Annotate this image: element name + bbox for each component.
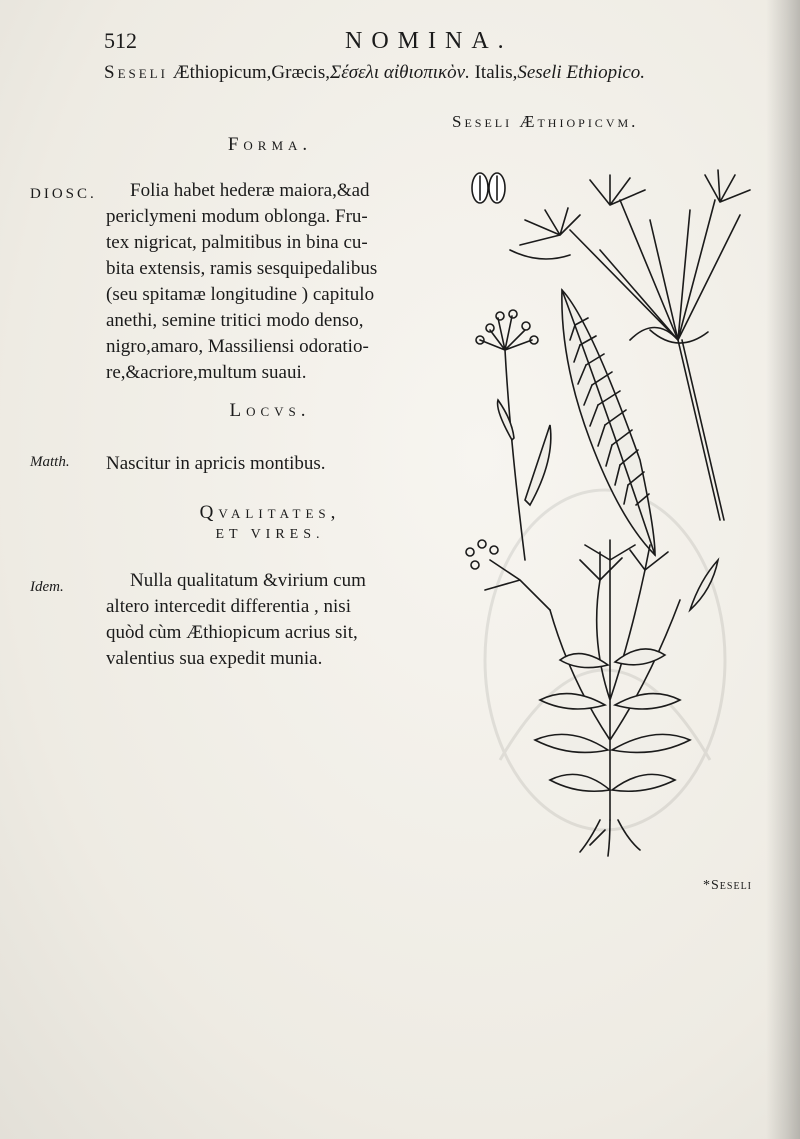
catchword: *Seseli: [703, 878, 753, 893]
name-greek: Σέσελι αἰθιοπικὸν.: [329, 62, 470, 83]
paragraph-forma: [106, 178, 377, 386]
text-line: altero intercedit differentia , nisi: [106, 596, 351, 617]
margin-note-matth: Matth.: [30, 454, 70, 470]
text-line: re,&acriore,multum suaui.: [106, 362, 307, 383]
text-line: (seu spitamæ longitudine ) capitulo: [106, 284, 375, 305]
text-line: valentius sua expedit munia.: [106, 648, 323, 669]
subheading-vires: ET VIRES.: [215, 527, 325, 542]
text-line: Folia habet hederæ maiora,&ad: [130, 180, 370, 201]
text-line: periclymeni modum oblonga. Fru-: [106, 206, 368, 227]
bush-plant-icon: [466, 540, 718, 856]
margin-note-idem: Idem.: [30, 579, 64, 595]
name-italis-label: Italis,: [469, 62, 518, 83]
page-gutter-shadow: [766, 0, 800, 1139]
running-head: NOMINA.: [345, 28, 513, 54]
text-line: Nulla qualitatum &virium cum: [130, 570, 366, 591]
name-italian: Seseli Ethiopico.: [517, 62, 646, 83]
paragraph-qualitates: [106, 568, 366, 672]
name-latin: Æthiopicum,Græcis,: [167, 62, 330, 83]
text-line: tex nigricat, palmitibus in bina cu-: [106, 232, 368, 253]
heading-forma: Forma.: [227, 134, 313, 155]
heading-locus: Locvs.: [229, 400, 311, 421]
small-plant-icon: [476, 310, 551, 560]
text-line: bita extensis, ramis sesquipedalibus: [106, 258, 378, 279]
heading-qualitates: Qvalitates,: [199, 502, 341, 523]
text-line: Nascitur in apricis montibus.: [106, 453, 326, 474]
name-line: [104, 62, 645, 84]
text-line: anethi, semine tritici modo denso,: [106, 310, 364, 331]
seeds-icon: [472, 173, 505, 203]
margin-note-diosc: DIOSC.: [30, 186, 97, 202]
plate-title: Seseli Æthiopicvm.: [452, 112, 639, 131]
page-number: 512: [104, 28, 137, 53]
paragraph-locus: [106, 451, 326, 477]
text-line: nigro,amaro, Massiliensi odoratio-: [106, 336, 369, 357]
botanical-woodcut-illustration: [450, 140, 770, 860]
text-line: quòd cùm Æthiopicum acrius sit,: [106, 622, 358, 643]
name-seseli: Seseli: [104, 62, 168, 83]
lanceolate-leaf-icon: [562, 290, 655, 555]
